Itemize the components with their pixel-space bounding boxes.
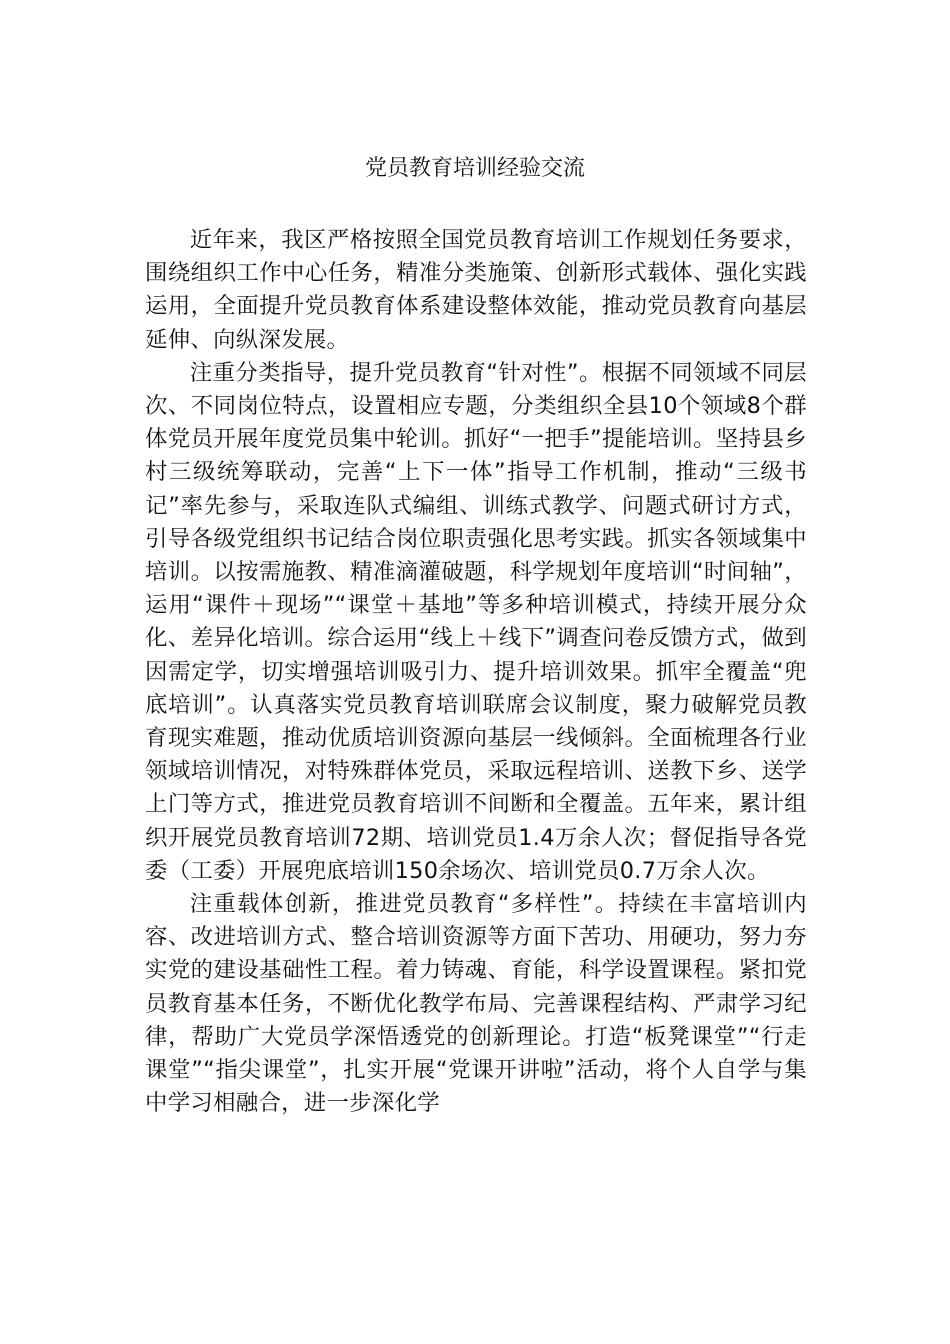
- paragraph-intro: 近年来，我区严格按照全国党员教育培训工作规划任务要求，围绕组织工作中心任务，精准分类施策、创新形式载体、强化实践运用，全面提升党员教育体系建设整体效能，推动党员教育向基层延伸、向纵深发展。: [145, 227, 807, 353]
- document-title: 党员教育培训经验交流: [364, 156, 585, 181]
- paragraph-classified-guidance: 注重分类指导，提升党员教育“针对性”。根据不同领域不同层次、不同岗位特点，设置相应专题，分类组织全县10个领域8个群体党员开展年度党员集中轮训。抓好“一把手”提能培训。坚持县乡村三级统筹联动，完善“上下一体”指导工作机制，推动“三级书记”率先参与，采取连队式编组、训练式教学、问题式研讨方式，引导各级党组织书记结合岗位职责强化思考实践。抓实各领域集中培训。以按需施教、精准滴灌破题，科学规划年度培训“时间轴”，运用“课件＋现场”“课堂＋基地”等多种培训模式，持续开展分众化、差异化培训。综合运用“线上＋线下”调查问卷反馈方式，做到因需定学，切实增强培训吸引力、提升培训效果。抓牢全覆盖“兜底培训”。认真落实党员教育培训联席会议制度，聚力破解党员教育现实难题，推动优质培训资源向基层一线倾斜。全面梳理各行业领域培训情况，对特殊群体党员，采取远程培训、送教下乡、送学上门等方式，推进党员教育培训不间断和全覆盖。五年来，累计组织开展党员教育培训72期、培训党员1.4万余人次；督促指导各党委（工委）开展兜底培训150余场次、培训党员0.7万余人次。: [145, 359, 807, 884]
- paragraph-carrier-innovation: 注重载体创新，推进党员教育“多样性”。持续在丰富培训内容、改进培训方式、整合培训资源等方面下苦功、用硬功，努力夯实党的建设基础性工程。着力铸魂、育能，科学设置课程。紧扣党员教育基本任务，不断优化教学布局、完善课程结构、严肃学习纪律，帮助广大党员学深悟透党的创新理论。打造“板凳课堂”“行走课堂”“指尖课堂”，扎实开展“党课开讲啦”活动，将个人自学与集中学习相融合，进一步深化学: [145, 891, 807, 1117]
- document-body: [145, 224, 807, 1120]
